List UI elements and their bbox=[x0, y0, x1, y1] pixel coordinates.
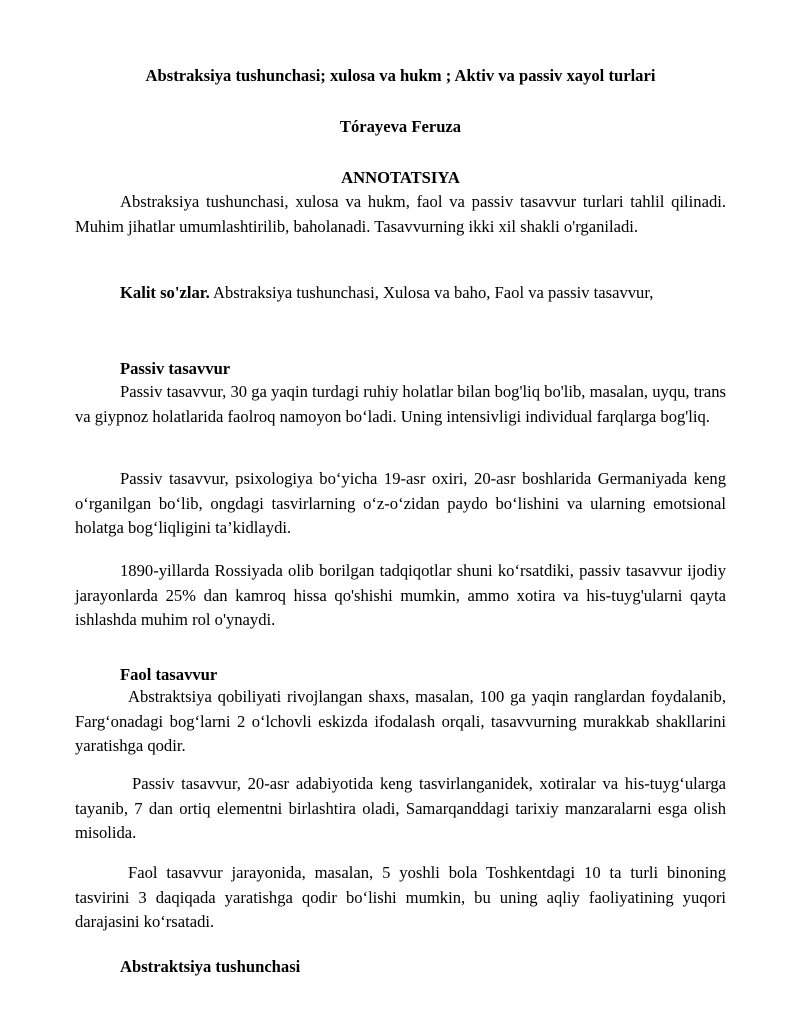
keywords-label: Kalit so'zlar. bbox=[120, 283, 210, 302]
paragraph-faol-2: Passiv tasavvur, 20-asr adabiyotida keng tasvirlanganidek, xotiralar va his-tuyg‘ularga tayanib, 7 dan ortiq elementni birlashtira oladi, Samarqanddagi tarixiy manzaralarni esga olish misolida. bbox=[75, 774, 726, 842]
section-heading-abstraktsiya: Abstraktsiya tushunchasi bbox=[120, 957, 301, 976]
annotation-paragraph: Abstraksiya tushunchasi, xulosa va hukm, faol va passiv tasavvur turlari tahlil qilinadi. Muhim jihatlar umumlashtirilib, baholanadi. Tasavvurning ikki xil shakli o'rganiladi. bbox=[75, 192, 726, 236]
document-title: Abstraksiya tushunchasi; xulosa va hukm ; Aktiv va passiv xayol turlari bbox=[145, 66, 656, 85]
paragraph-faol-1: Abstraktsiya qobiliyati rivojlangan shaxs, masalan, 100 ga yaqin ranglardan foydalanib, Farg‘onadagi bog‘larni 2 o‘lchovli eskizda ifodalash orqali, tasavvurning murakkab shakllarini yaratishga qodir. bbox=[75, 687, 726, 755]
author-name: Tórayeva Feruza bbox=[339, 117, 462, 136]
paragraph-passiv-3: 1890-yillarda Rossiyada olib borilgan tadqiqotlar shuni ko‘rsatdiki, passiv tasavvur ijodiy jarayonlarda 25% dan kamroq hissa qo'shishi mumkin, ammo xotira va his-tuyg'ularni qayta ishlashda muhim rol o'ynaydi. bbox=[75, 561, 726, 629]
paragraph-passiv-2: Passiv tasavvur, psixologiya bo‘yicha 19-asr oxiri, 20-asr boshlarida Germaniyada keng o‘rganilgan bo‘lib, ongdagi tasvirlarning o‘z-o‘zidan paydo bo‘lishini va ularning emotsional holatga bog‘liqligini ta’kidlaydi. bbox=[75, 469, 726, 537]
keywords-text: Abstraksiya tushunchasi, Xulosa va baho, Faol va passiv tasavvur, bbox=[209, 283, 654, 302]
annotation-heading: ANNOTATSIYA bbox=[341, 168, 460, 187]
section-heading-faol: Faol tasavvur bbox=[120, 665, 218, 684]
keywords-paragraph bbox=[75, 281, 726, 306]
paragraph-passiv-1: Passiv tasavvur, 30 ga yaqin turdagi ruhiy holatlar bilan bog'liq bo'lib, masalan, uyqu, trans va giypnoz holatlarida faolroq namoyon bo‘ladi. Uning intensivligi individual farqlarga bog'liq. bbox=[75, 382, 726, 426]
section-heading-passiv: Passiv tasavvur bbox=[120, 359, 231, 378]
paragraph-faol-3: Faol tasavvur jarayonida, masalan, 5 yoshli bola Toshkentdagi 10 ta turli binoning tasvirini 3 daqiqada yaratishga qodir bo‘lishi mumkin, bu uning aqliy faoliyatining yuqori darajasini ko‘rsatadi. bbox=[75, 863, 726, 931]
